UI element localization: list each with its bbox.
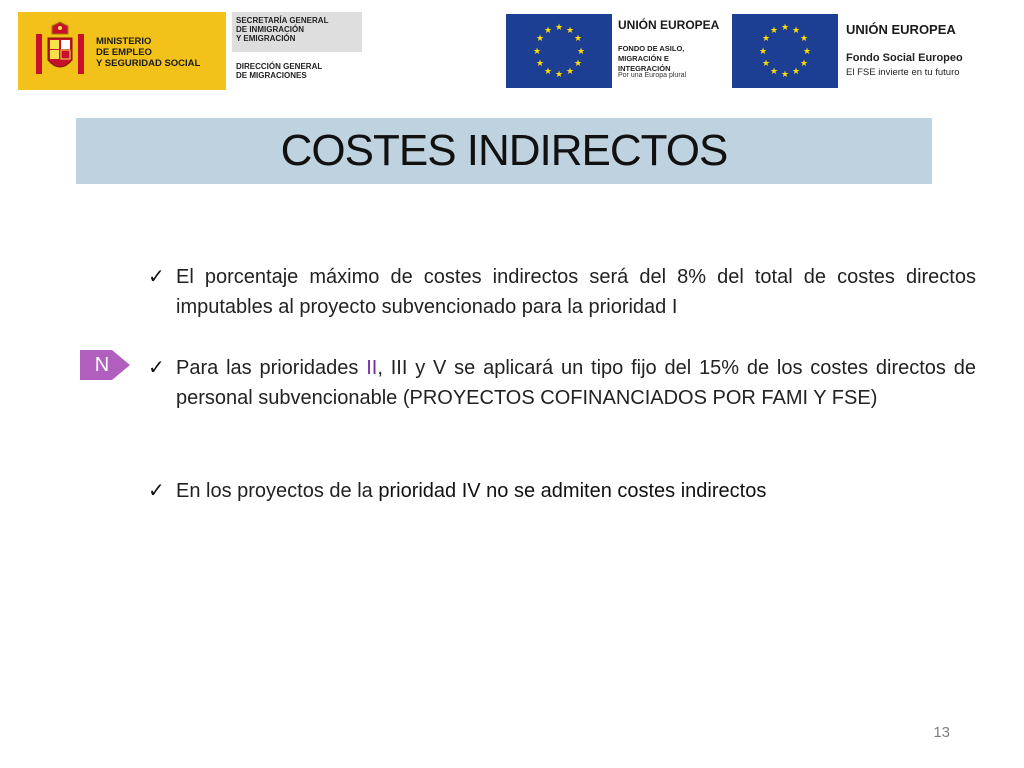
bullet-text xyxy=(176,476,976,506)
eu-tagline: Por una Europa plural xyxy=(618,72,687,79)
eu-fund-line: MIGRACIÓN E INTEGRACIÓN xyxy=(618,54,671,73)
eu-flag-icon xyxy=(732,14,838,88)
svg-text:★: ★ xyxy=(802,47,812,57)
secretaria-line: DE INMIGRACIÓN xyxy=(236,25,304,34)
bullet-text xyxy=(176,353,976,413)
eu-flag-icon xyxy=(506,14,612,88)
bullet-item xyxy=(148,262,976,322)
bullet-highlight: prioridad IV no se admiten costes indirectos xyxy=(378,480,767,502)
eu-fund-name: Fondo Social Europeo xyxy=(846,52,963,64)
bullet-text: El porcentaje máximo de costes indirectos será del 8% del total de costes directos imputables al proyecto subvencionado para la prioridad I xyxy=(176,266,976,318)
eu-fami-logo xyxy=(506,14,722,88)
ministry-name xyxy=(96,36,200,69)
svg-text:★: ★ xyxy=(576,47,586,57)
svg-text:★: ★ xyxy=(573,34,583,44)
svg-text:★: ★ xyxy=(554,70,564,80)
eu-fund-line: FONDO DE ASILO, xyxy=(618,44,685,53)
bullet-text-pre: Para las prioridades xyxy=(176,357,367,379)
svg-text:★: ★ xyxy=(554,23,564,33)
direccion-text xyxy=(236,62,322,80)
check-icon: ✓ xyxy=(148,357,165,379)
svg-text:★: ★ xyxy=(573,59,583,69)
svg-text:★: ★ xyxy=(791,67,801,77)
svg-text:★: ★ xyxy=(780,70,790,80)
ministry-line: MINISTERIO xyxy=(96,36,152,47)
ministry-logo xyxy=(18,12,226,90)
svg-text:★: ★ xyxy=(761,34,771,44)
bullet-text-pre: En los proyectos de la xyxy=(176,480,379,502)
svg-text:★: ★ xyxy=(565,67,575,77)
bullet-item xyxy=(148,476,976,506)
page-title: COSTES INDIRECTOS xyxy=(280,126,728,175)
ministry-line: DE EMPLEO xyxy=(96,47,152,58)
direccion-line: DE MIGRACIONES xyxy=(236,71,307,80)
svg-text:★: ★ xyxy=(543,26,553,36)
new-marker-label: N xyxy=(94,354,110,376)
eu-fse-logo xyxy=(732,14,980,88)
svg-text:★: ★ xyxy=(532,47,542,57)
check-icon: ✓ xyxy=(148,480,165,502)
ministry-line: Y SEGURIDAD SOCIAL xyxy=(96,58,201,69)
title-bar xyxy=(76,118,932,184)
eu-title: UNIÓN EUROPEA xyxy=(618,18,720,32)
secretaria-text xyxy=(236,16,328,43)
check-icon: ✓ xyxy=(148,266,165,288)
svg-text:★: ★ xyxy=(780,23,790,33)
eu-tagline: El FSE invierte en tu futuro xyxy=(846,67,960,78)
svg-text:★: ★ xyxy=(565,26,575,36)
svg-text:★: ★ xyxy=(799,59,809,69)
coat-of-arms-icon xyxy=(30,20,90,82)
eu-fund-name xyxy=(618,44,722,74)
svg-text:★: ★ xyxy=(769,67,779,77)
svg-text:★: ★ xyxy=(543,67,553,77)
svg-text:★: ★ xyxy=(761,59,771,69)
secretaria-line: Y EMIGRACIÓN xyxy=(236,34,296,43)
svg-text:★: ★ xyxy=(535,34,545,44)
secretaria-line: SECRETARÍA GENERAL xyxy=(236,16,329,25)
direccion-line: DIRECCIÓN GENERAL xyxy=(236,62,323,71)
priority-accent: II xyxy=(366,357,378,379)
page-number: 13 xyxy=(933,724,950,741)
bullet-text-post: , III y V se aplicará un tipo fijo del 15% de los costes directos de personal subvencionable (PROYECTOS COFINANCIADOS POR FAMI Y FSE) xyxy=(176,357,976,409)
svg-text:★: ★ xyxy=(791,26,801,36)
svg-text:★: ★ xyxy=(799,34,809,44)
svg-text:★: ★ xyxy=(535,59,545,69)
eu-title: UNIÓN EUROPEA xyxy=(846,22,956,37)
svg-text:★: ★ xyxy=(758,47,768,57)
svg-text:★: ★ xyxy=(769,26,779,36)
bullet-item xyxy=(148,353,976,413)
